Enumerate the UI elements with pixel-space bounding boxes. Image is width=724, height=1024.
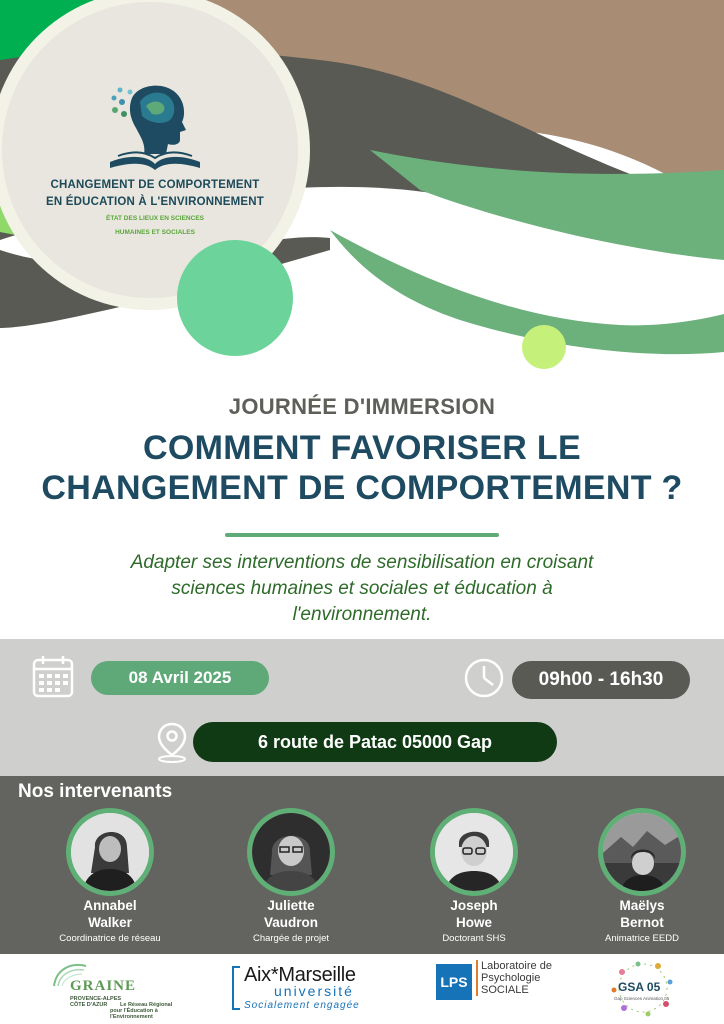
avatar	[598, 808, 686, 896]
divider	[225, 533, 499, 537]
speaker-first-name: Maëlys	[619, 898, 665, 913]
speaker-last-name: Vaudron	[263, 915, 318, 930]
lede-line2: sciences humaines et sociales et éducation à	[171, 578, 553, 599]
speaker-last-name: Walker	[88, 915, 132, 930]
speaker-last-name: Bernot	[620, 915, 664, 930]
logo-subtitle-line2: HUMAINES ET SOCIALES	[115, 229, 195, 236]
amu-name: Aix*Marseille	[244, 964, 356, 986]
speaker-role: Coordinatrice de réseau	[59, 933, 161, 944]
person-photo-icon	[71, 813, 149, 891]
amu-university: université	[274, 983, 354, 999]
person-photo-icon	[435, 813, 513, 891]
speakers-section	[0, 776, 724, 954]
lede-line3: l'environnement.	[292, 604, 432, 625]
event-headline	[0, 428, 724, 508]
person-photo-icon	[252, 813, 330, 891]
graine-line3: Le Réseau Régional	[120, 1002, 173, 1008]
clock-icon	[463, 657, 505, 699]
amu-logo	[232, 958, 372, 1018]
speaker-role: Doctorant SHS	[442, 933, 506, 944]
speaker-last-name: Howe	[455, 915, 492, 930]
circle-lime	[522, 325, 566, 369]
calendar-icon	[32, 654, 74, 698]
circle-green-mid	[177, 240, 293, 356]
logo	[20, 80, 290, 237]
speaker-first-name: Annabel	[83, 898, 137, 913]
location-pin-icon	[155, 721, 189, 763]
speaker-first-name: Joseph	[450, 898, 498, 913]
speaker-first-name: Juliette	[267, 898, 315, 913]
logo-subtitle-line1: ÉTAT DES LIEUX EN SCIENCES	[106, 215, 204, 222]
lede-line1: Adapter ses interventions de sensibilisation en croisant	[130, 552, 594, 573]
event-kicker: JOURNÉE D'IMMERSION	[228, 394, 496, 419]
person-photo-icon	[603, 813, 681, 891]
lps-line1: Laboratoire de	[481, 960, 552, 972]
lps-line2: Psychologie	[481, 972, 541, 984]
date-pill: 08 Avril 2025	[91, 661, 269, 695]
graine-logo	[50, 960, 200, 1018]
gsa-small: Gap Sciences Animation 05	[614, 996, 670, 1001]
event-lede	[60, 550, 664, 628]
lps-line3: SOCIALE	[481, 984, 529, 996]
logo-title-line1: CHANGEMENT DE COMPORTEMENT	[50, 179, 260, 191]
speaker-card	[216, 808, 366, 944]
speaker-card	[35, 808, 185, 944]
lps-mark: LPS	[436, 964, 472, 1000]
speaker-role: Chargée de projet	[252, 933, 330, 944]
avatar	[430, 808, 518, 896]
logo-title-line2: EN ÉDUCATION À L'ENVIRONNEMENT	[45, 196, 265, 208]
headline-line2: CHANGEMENT DE COMPORTEMENT ?	[41, 469, 683, 507]
graine-name: GRAINE	[70, 978, 137, 994]
amu-tagline: Socialement engagée	[244, 1000, 360, 1011]
gsa-name: GSA 05	[618, 980, 661, 994]
gsa-logo	[608, 958, 678, 1018]
graine-line2: CÔTE D'AZUR	[70, 1002, 108, 1008]
graine-line4: pour l'Éducation à l'Environnement	[110, 1008, 158, 1020]
speaker-card	[399, 808, 549, 944]
speakers-title: Nos intervenants	[18, 781, 173, 802]
avatar	[247, 808, 335, 896]
lps-text	[476, 960, 552, 996]
info-band	[0, 639, 724, 776]
graine-line1: PROVENCE-ALPES	[70, 996, 122, 1002]
headline-line1: COMMENT FAVORISER LE	[143, 429, 581, 467]
lps-logo	[436, 958, 566, 1014]
place-pill: 6 route de Patac 05000 Gap	[193, 722, 557, 762]
amu-bracket	[232, 966, 240, 1010]
speaker-card	[567, 808, 717, 944]
time-pill: 09h00 - 16h30	[512, 661, 690, 699]
avatar	[66, 808, 154, 896]
speaker-role: Animatrice EEDD	[605, 933, 679, 944]
head-book-icon	[100, 80, 210, 175]
partner-logos	[0, 954, 724, 1024]
